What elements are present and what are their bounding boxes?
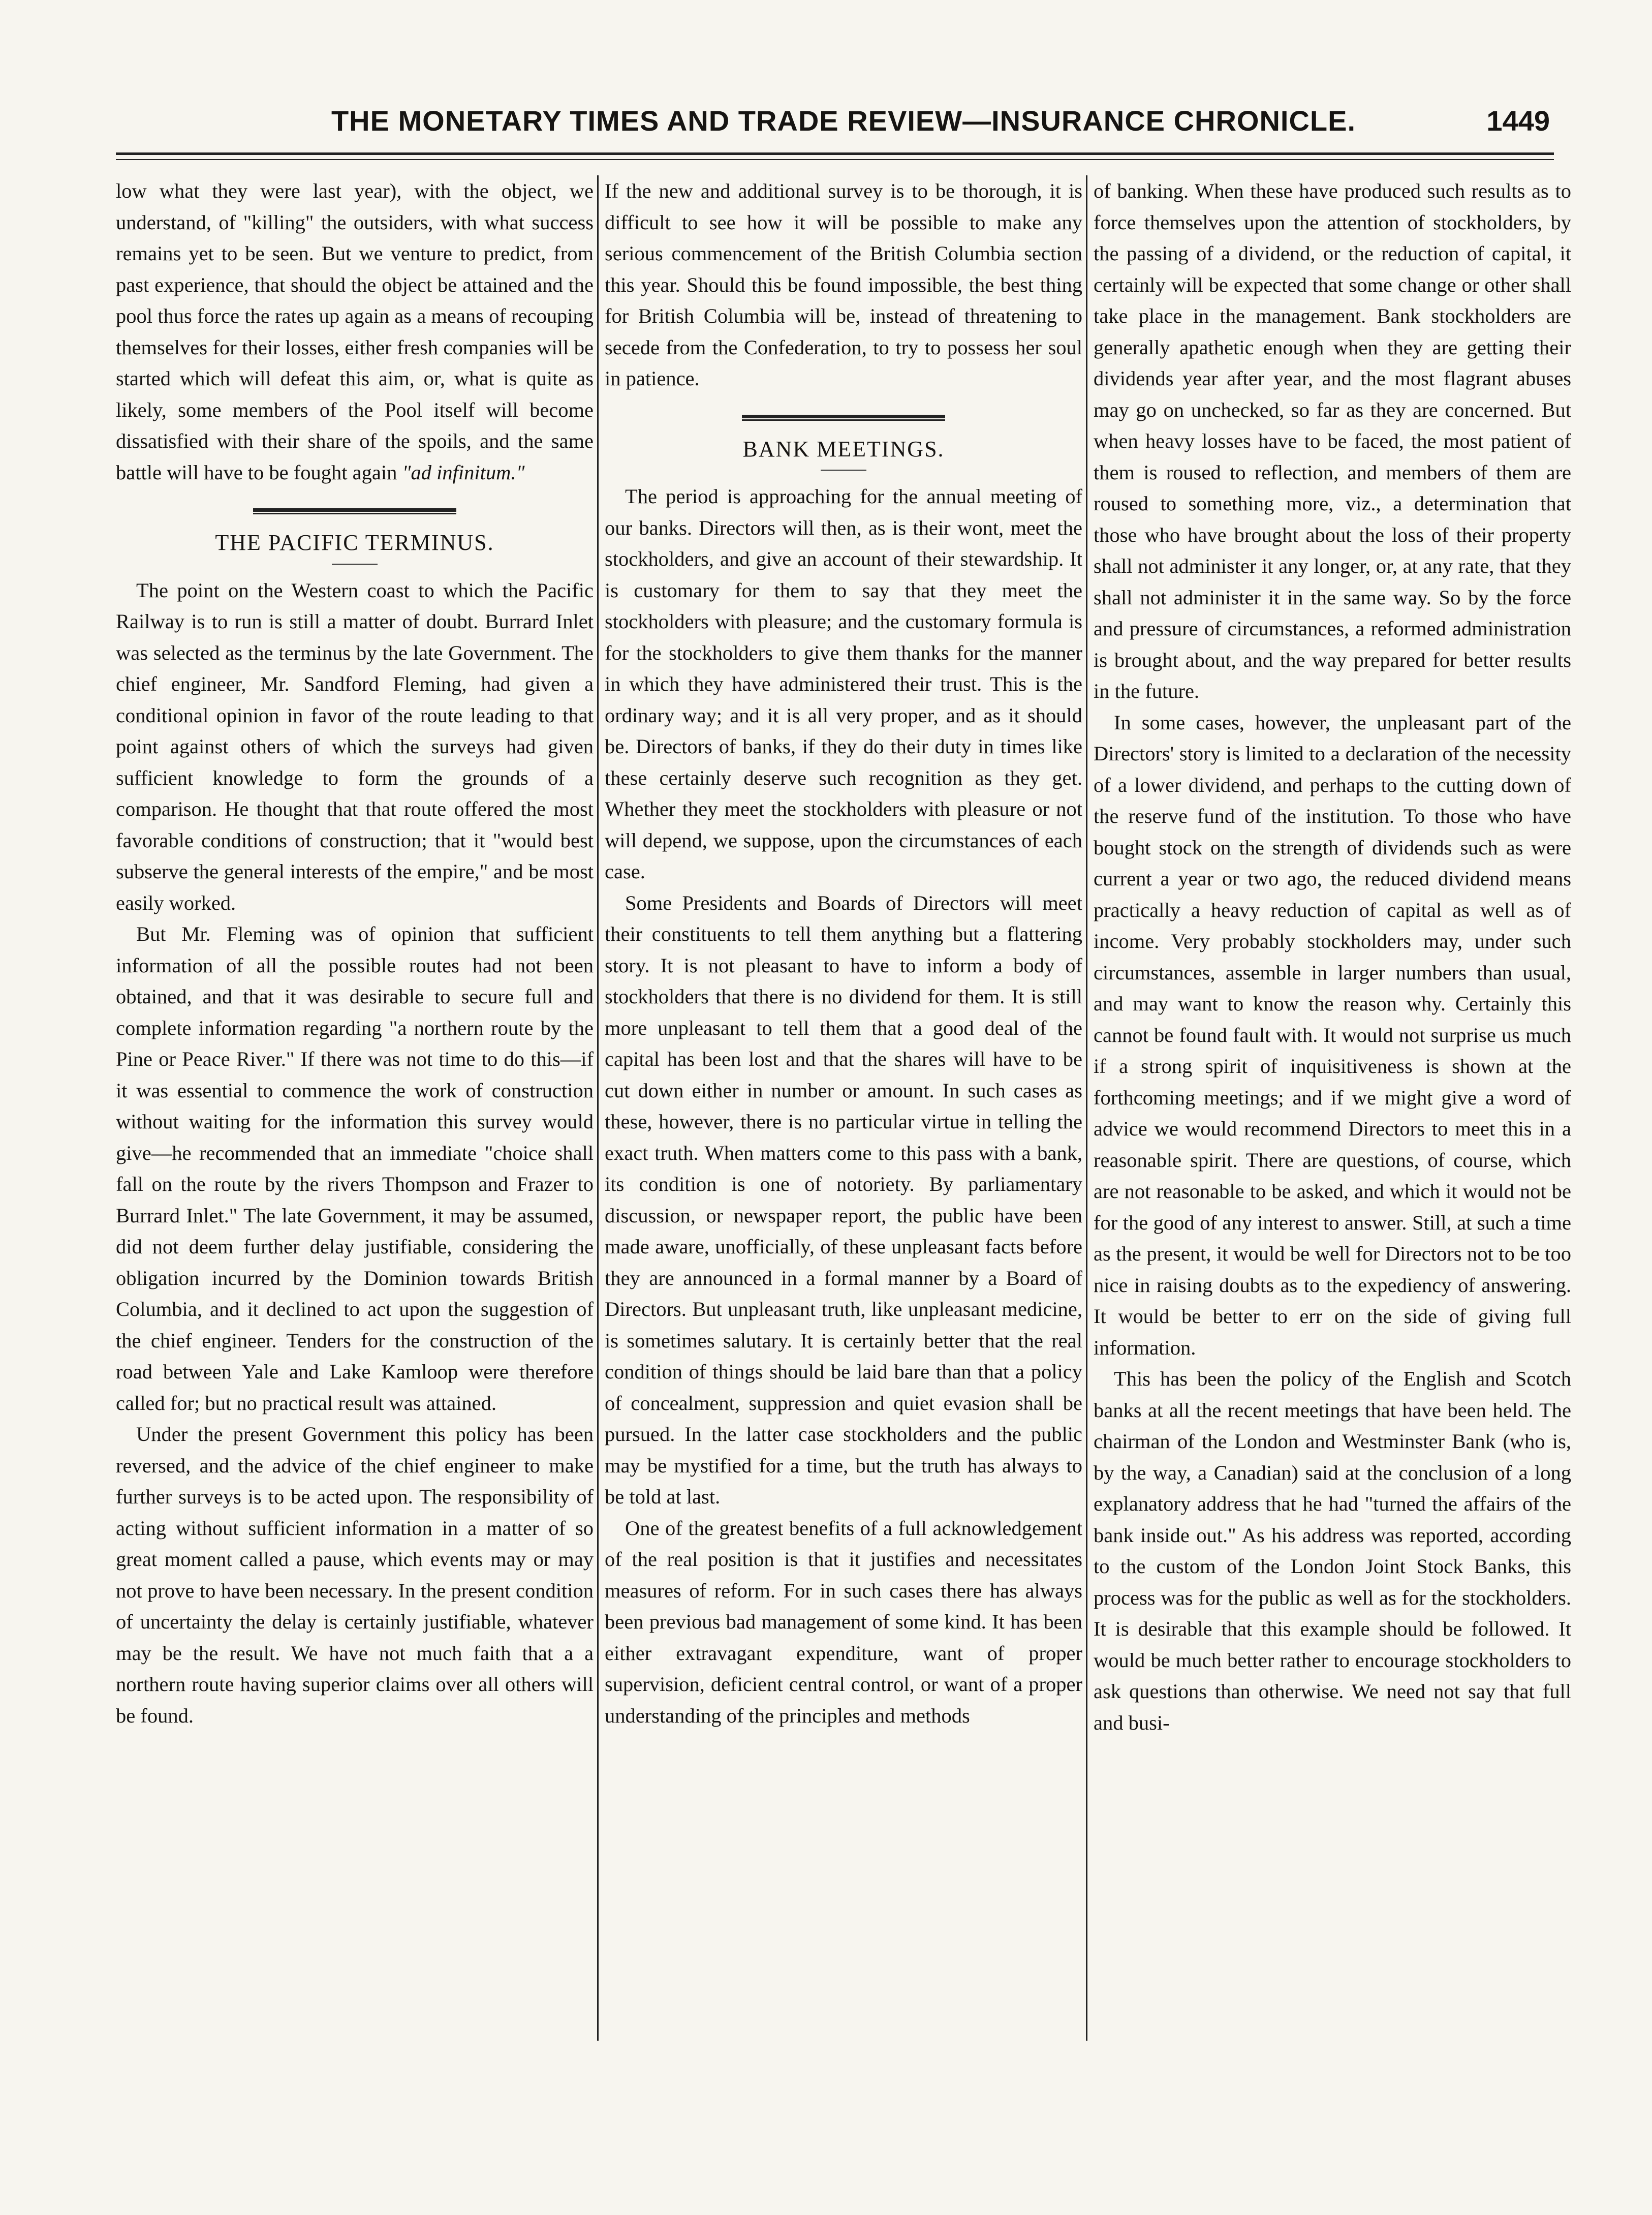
page-number: 1449 [1486,105,1550,137]
paragraph: This has been the policy of the English and Scotch banks at all the recent meetings that have been held. The chairman of the London and Westminster Bank (who is, by the way, a Canadian) said at the conclusion of a long explanatory address that he had "turned the affairs of the bank inside out." As his address was reported, according to the custom of the London Joint Stock Banks, this process was for the public as well as for the stockholders. It is desirable that this example should be followed. It would be much better rather to encourage stockholders to ask questions than otherwise. We need not say that full and busi- [1094,1367,1571,1734]
section-rule [253,508,456,514]
section-heading: THE PACIFIC TERMINUS. [215,530,494,555]
paragraph: One of the greatest benefits of a full acknowledgement of the real position is that it justifies and necessitates measures of reform. For in such cases there has always been previous bad management of some kind. It has been either extravagant expenditure, want of proper supervision, deficient central control, or want of a proper understanding of the principles and methods [605,1516,1082,1727]
header-rule-thin [116,159,1554,160]
paragraph-text: low what they were last year), with the object, we understand, of "killing" the outsiders, with what success remains yet to be seen. But we venture to predict, from past experience, that should the object be attained and the pool thus force the rates up again as a means of recouping themselves for their losses, either fresh companies will be started which will defeat this aim, or, what is quite as likely, some members of the Pool itself will become dissatisfied with their share of the spoils, and the same battle will have to be fought again [116,179,594,484]
column-2 [605,175,1082,2041]
paragraph: of banking. When these have produced such results as to force themselves upon the attention of stockholders, by the passing of a dividend, or the reduction of capital, it certainly will be expected that some change or other shall take place in the management. Bank stockholders are generally apathetic enough when they are getting their dividends year after year, and the most flagrant abuses may go on unchecked, so far as they are concerned. But when heavy losses have to be faced, the most patient of them is roused to reflection, and members of them are roused to something more, viz., a determination that those who have brought about the loss of their property shall not administer it any longer, or, at any rate, that they shall not administer it in the same way. So by the force and pressure of circumstances, a reformed administration is brought about, and the way prepared for better results in the future. [1094,179,1571,702]
page-header [117,104,1550,140]
section-rule [742,415,945,421]
italic-phrase: "ad infinitum." [402,460,525,484]
header-rule-thick [116,152,1554,155]
paragraph: The point on the Western coast to which the Pacific Railway is to run is still a matter of doubt. Burrard Inlet was selected as the terminus by the late Government. The chief engineer, Mr. Sandford Fleming, had given a conditional opinion in favor of the route leading to that point against others of which the surveys had given sufficient knowledge to form the grounds of a comparison. He thought that that route offered the most favorable conditions of construction; that it "would best subserve the general interests of the empire," and be most easily worked. [116,578,594,914]
column-3 [1094,175,1571,2041]
paragraph: Under the present Government this policy has been reversed, and the advice of the chief engineer to make further surveys is to be acted upon. The responsibility of acting without sufficient information in a matter of so great moment called a pause, which events may or may not prove to have been necessary. In the present condition of uncertainty the delay is certainly justifiable, whatever may be the result. We have not much faith that a a northern route having superior claims over all others will be found. [116,1423,594,1727]
paragraph: In some cases, however, the unpleasant part of the Directors' story is limited to a declaration of the necessity of a lower dividend, and perhaps to the cutting down of the reserve fund of the institution. To those who have bought stock on the strength of dividends such as were current a year or two ago, the reduced dividend means practically a heavy reduction of capital as well as of income. Very probably stockholders may, under such circumstances, assemble in larger numbers than usual, and may want to know the reason why. Certainly this cannot be found fault with. It would not surprise us much if a strong spirit of inquisitiveness is shown at the forthcoming meetings; and if we might give a word of advice we would recommend Directors to meet this in a reasonable spirit. There are questions, of course, which are not reasonable to be asked, and which it would not be for the good of any interest to answer. Still, at such a time as the present, it would be well for Directors not to be too nice in raising doubts as to the expediency of answering. It would be better to err on the side of giving full information. [1094,711,1571,1359]
heading-underline [821,470,866,471]
paragraph: But Mr. Fleming was of opinion that sufficient information of all the possible routes had not been obtained, and that it was desirable to secure full and complete information regarding "a northern route by the Pine or Peace River." If there was not time to do this—if it was essential to commence the work of construction without waiting for the information this survey would give—he recommended that an immediate "choice shall fall on the route by the rivers Thompson and Frazer to Burrard Inlet." The late Government, it may be assumed, did not deem further delay justifiable, considering the obligation incurred by the Dominion towards British Columbia, and it declined to act upon the suggestion of the chief engineer. Tenders for the construction of the road between Yale and Lake Kamloop were therefore called for; but no practical result was attained. [116,922,594,1414]
paragraph: If the new and additional survey is to be thorough, it is difficult to see how it will be possible to make any serious commencement of the British Columbia section this year. Should this be found impossible, the best thing for British Columbia will be, instead of threatening to secede from the Confederation, to try to possess her soul in patience. [605,179,1082,390]
paragraph [116,175,594,488]
page-title: THE MONETARY TIMES AND TRADE REVIEW—INSURANCE CHRONICLE. [331,105,1356,137]
heading-underline [332,564,378,565]
paragraph: Some Presidents and Boards of Directors will meet their constituents to tell them anything but a flattering story. It is not pleasant to have to inform a body of stockholders that there is no dividend for them. It is still more unpleasant to tell them that a good deal of the capital has been lost and that the shares will have to be cut down either in number or amount. In such cases as these, however, there is no particular virtue in telling the exact truth. When matters come to this pass with a bank, its condition is one of notoriety. By parliamentary discussion, or newspaper report, the public have been made aware, unofficially, of these unpleasant facts before they are announced in a formal manner by a Board of Directors. But unpleasant truth, like unpleasant medicine, is sometimes salutary. It is certainly better that the real condition of things should be laid bare than that a policy of concealment, suppression and quiet evasion shall be pursued. In the latter case stockholders and the public may be mystified for a time, but the truth has always to be told at last. [605,891,1082,1508]
column-1 [116,175,594,2041]
section-heading: BANK MEETINGS. [742,436,945,462]
column-divider-2 [1086,175,1087,2041]
paragraph: The period is approaching for the annual meeting of our banks. Directors will then, as is their wont, meet the stockholders, and give an account of their stewardship. It is customary for them to say that they meet the stockholders with pleasure; and the customary formula is for the stockholders to give them thanks for the manner in which they have administered their trust. This is the ordinary way; and it is all very proper, and as it should be. Directors of banks, if they do their duty in times like these certainly deserve such recognition as they get. Whether they meet the stockholders with pleasure or not will depend, we suppose, upon the circumstances of each case. [605,485,1082,883]
column-divider-1 [597,175,599,2041]
